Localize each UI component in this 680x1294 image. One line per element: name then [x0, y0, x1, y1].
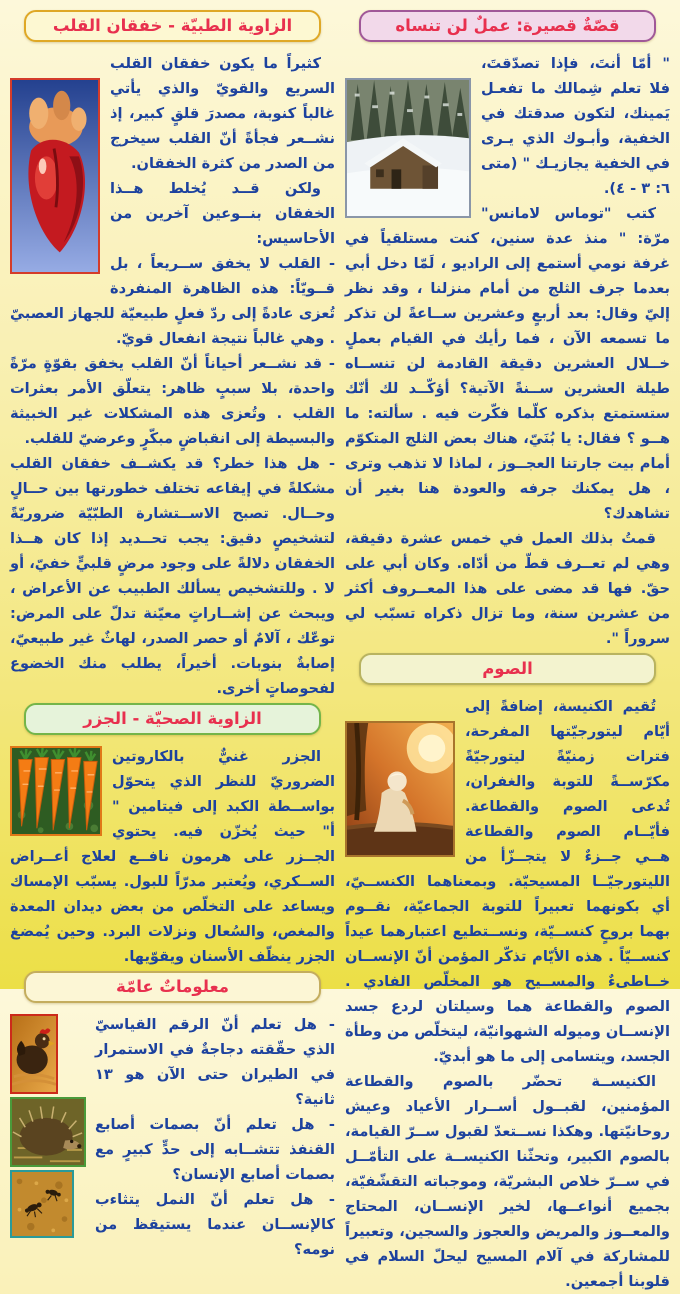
fasting-body: [345, 694, 670, 1294]
health-corner-title: الزاوية الصحيّة - الجزر: [83, 709, 262, 728]
medical-bullet-3: - هل هذا خطر؟ قد يكشــف خفقان القلب مشكلةً في إيقاعه تختلف خطورتها بين حــالٍ وحــال. تصبح الاســتشارة الطبّيّة ضروريّةً لتشخيصٍ دقيق: يجب تحــديد إذا كان هــذا الخفقان دلالةً على وجود مرضٍ قلبيٍّ خفيّ، أو لا . وللتشخيص يسألك الطبيب عن الأعراض ، ويبحث عن إشــاراتٍ معيّنة تدلّ على المرض: توعّك ، آلامٌ أو حصر الصدر، لهاثٌ غير طبيعيّ، إصابةٌ بنوبات. أخيراً، يطلب منك الخضوع لفحوصاتٍ أخرى.: [10, 455, 335, 697]
medical-corner-title: الزاوية الطبيّة - خفقان القلب: [52, 16, 293, 35]
section-general-facts: [10, 971, 335, 1262]
story-paragraph-1: كتب "توماس لامانس" مرّة: " منذ عدة سنين، كنت مستلقياً في غرفة نومي أستمع إلى الراديو ، لَمّا دخل أبي بعدما جرف الثلج من أمام منزلنا ، وقد نظر إليّ وقال: بعد أربعٍ وعشرين ســاعةً لن تذكر ما تسمعه الآن ، فما رأيك في القيام بعملٍ خــلال العشرين دقيقة القادمة لن تنســاه طيلة العشرين ســنةً الآتية؟ أؤكّــد لك أنّك ستستمتع بذكره كلّما فكّرت فيه . سألته: ما هــو ؟ فقال: يا بُنَيّ، هناك بعض الثلج المتكوّم أمام بيت جارتنا العجــوز ، لماذا لا تذهب وترى ، هل يمكنك جرفه والعودة هنا بغير أن تشاهدك؟: [345, 205, 670, 522]
praying-figure-image: [345, 721, 455, 857]
general-facts-title: معلوماتٌ عامّة: [115, 977, 230, 996]
facts-image-stack: [10, 1014, 86, 1238]
section-fasting: [345, 653, 670, 1294]
fasting-paragraph-2: الكنيســة تحضّر بالصوم والقطاعة المؤمنين، لقبــول أســرار الأعياد وعيش روحانيّتها. وهكذا نســتعدّ لقبول ســرّ القيامة، بالصوم الكبير، وتحثّنا الكنيســة على التأمّــل في ســرّ خلاص البشريّة، وموجباته التقشّفيّة، بجميع أنواعــها، لخير الإنســان، المحتاج والمعــوز والمريض والعجوز والسجين، وتعبيراً للمشاركة في آلام المسيح ليحلّ السلام في قلوبنا أجمعين.: [345, 1073, 670, 1290]
heart-illustration-image: [10, 78, 100, 274]
short-story-header: [359, 10, 656, 42]
short-story-body: [345, 51, 670, 651]
medical-paragraph-1: كثيراً ما يكون خفقان القلب السريع والقويّ والذي يأتي غالباً كنوبة، مصدرَ قلقٍ كبير، إذ نشــعر فجأةً أنّ القلب سيخرج من الصدر من كثرة الخفقان.: [110, 55, 335, 172]
section-health-corner: [10, 703, 335, 969]
medical-corner-body: [10, 51, 335, 701]
snow-cottage-image: [345, 78, 471, 218]
fasting-title: الصوم: [482, 659, 533, 678]
medical-paragraph-2: ولكن قــد يُخلط هــذا الخفقان بنــوعين آخرين من الأحاسيس:: [110, 180, 335, 247]
fasting-header: [359, 653, 656, 685]
health-corner-header: [24, 703, 321, 735]
health-corner-body: [10, 744, 335, 969]
medical-bullet-2: - قد نشــعر أحياناً أنّ القلب يخفق بقوّةٍ مرّةً واحدة، بلا سببٍ ظاهر: يتعلّق الأمر بعثرات القلب . وتُعزى هذه المشكلات غير الخبيثة والبسيطة إلى انقباضٍ مبكّرٍ وعرضيّ للقلب.: [10, 355, 335, 447]
section-short-story: [345, 10, 670, 651]
medical-corner-header: [24, 10, 321, 42]
hen-image: [10, 1014, 58, 1094]
hedgehog-image: [10, 1097, 86, 1167]
general-facts-header: [24, 971, 321, 1003]
bible-verse: " أمّا أنتَ، فإذا تصدّقتَ، فلا تعلم شِمالك ما تفعـل يَمينك، لتكون صدقتك في الخفية، وأبـوك الذي يـرى في الخفية يجازيـك " (متى ٦: ٣ - ٤).: [481, 55, 670, 197]
fact-item-2: - هل تعلم أنّ بصمات أصابع القنفذ تتشــابه إلى حدٍّ كبيرٍ مع بصمات أصابع الإنسان؟: [95, 1116, 335, 1183]
ants-image: [10, 1170, 74, 1238]
general-facts-body: [10, 1012, 335, 1262]
health-paragraph-1: الجزر غنيٌّ بالكاروتين الضروريّ للنظر الذي يتحوّل بواســطة الكبد إلى فيتامين " أ" حيث يُخزّن فيه. يحتوي الجــزر على هرمون نافــع لعلاج أعــراض الســكري، ويُعتبر مدرّاً للبول. يسبّب الإمساك ويساعد على التخلّص من بعض ديدان المعدة والمغص، والسُعال ونزلات البرد. وحين يُمضغ الجزر ينظّف الأسنان ويقوّيها.: [10, 748, 335, 965]
left-column: [10, 8, 335, 1258]
fact-item-1: - هل تعلم أنّ الرقم القياسيّ الذي حقّقته دجاجةٌ في الاستمرار في الطيران حتى الآن هو ١٣ ثانية؟: [95, 1016, 335, 1108]
story-paragraph-2: قمتُ بذلك العمل في خمس عشرة دقيقة، وهي لم تعــرف قطّ من أدّاه. وكان أبي على حقّ. فها قد مضى على هذا المعــروف أكثر من عشرين سنة، وما تزال ذكراه تسبّب لي سروراً ".: [345, 530, 670, 647]
right-column: [345, 8, 670, 1290]
carrots-image: [10, 746, 102, 836]
section-medical-corner: [10, 10, 335, 701]
fact-item-3: - هل تعلم أنّ النمل يتثاءب كالإنســان عندما يستيقظ من نومه؟: [95, 1191, 335, 1258]
short-story-title: قصّةٌ قصيرة: عملٌ لن تنساه: [395, 16, 620, 35]
medical-bullet-1: - القلب لا يخفق ســريعاً ، بل قــويّاً: هذه الظاهرة المنفردة تُعزى عادةً إلى ردّ فعلٍ طبيعيّة للجهاز العصبيّ . وهي غالباً نتيجة انفعال قويّ.: [10, 255, 335, 347]
fasting-paragraph-1: تُقيم الكنيسة، إضافةً إلى أيّام ليتورجيّتها المفرحة، فترات زمنيّةً ليتورجيّةً مكرّســةً للتوبة والغفران، تُدعى الصوم والقطاعة. فأيّــام الصوم والقطاعة هــي جــزءٌ لا يتجــزّأ من الليتورجيّــا المسيحيّة. وبمعناهما الكنســيّ، أي بكونهما تعبيراً للتوبة الجماعيّة، نقــوم بهما بروحٍ كنســيّة، ونســتطيع اعتبارهما عيداً كنســيّاً . هذه الأيّام تذكّر المؤمن أنّ الإنســان خــاطىءٌ والمســيح هو المخلّص الفادي . الصوم والقطاعة هما وسيلتان لردع جسد الإنســان وميوله الشهوانيّة، ليتخلّص من وطأة الجسد، ويتسامى إلى ما هو أبديّ.: [345, 698, 670, 1065]
